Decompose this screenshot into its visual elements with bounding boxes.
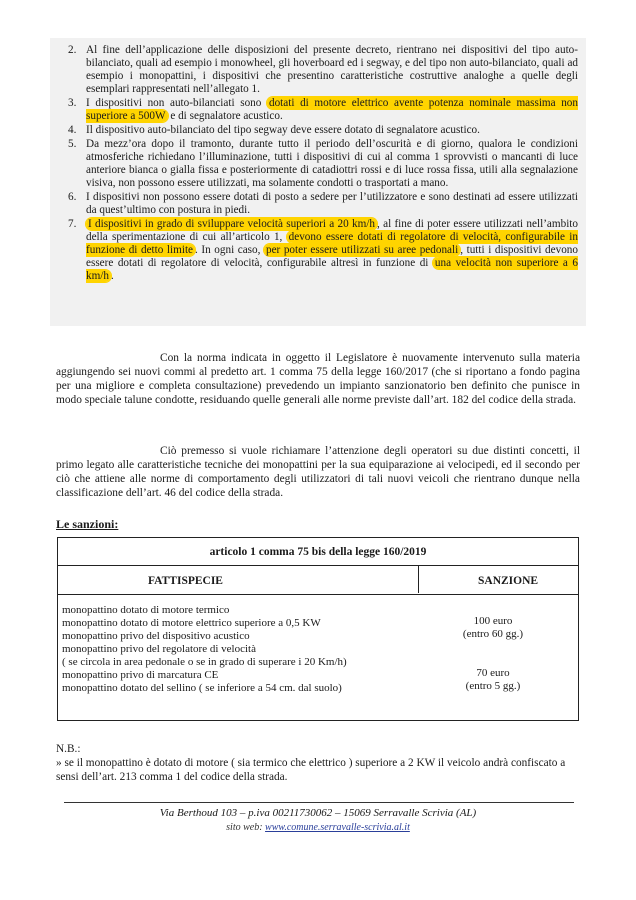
table-row: monopattino privo del regolatore di velocità bbox=[62, 643, 256, 655]
table-caption: articolo 1 comma 75 bis della legge 160/2019 bbox=[209, 546, 427, 558]
divider bbox=[58, 594, 578, 595]
highlight: devono essere dotati di regolatore di velocità, configurabile in funzione di detto limite bbox=[86, 231, 579, 256]
section-heading: Le sanzioni: bbox=[56, 517, 119, 531]
divider bbox=[418, 565, 419, 593]
fattispecie-list bbox=[62, 604, 347, 695]
footer-divider bbox=[64, 802, 574, 803]
note-title: N.B.: bbox=[56, 743, 81, 755]
paragraph-intro: Con la norma indicata in oggetto il Legislatore è nuovamente intervenuto sulla materia aggiungendo sei nuovi commi al predetto art. 1 comma 75 della legge 160/2017 (che si riportano a fondo pagina per una migliore e completa consultazione) prevedendo un impianto sanzionatorio ben definito che punisce in modo speciale talune condotte, residuando quelle generali alle norme previste dall’art. 182 del codice della strada. bbox=[56, 352, 580, 406]
note-block bbox=[56, 742, 580, 784]
paragraph-concepts: Ciò premesso si vuole richiamare l’attenzione degli operatori su due distinti concetti, il primo legato alle caratteristiche tecniche dei monopattini per la sua equiparazione ai velocipedi, ed il secondo per ciò che attiene alle norme di comportamento degli utilizzatori di tali nuovi veicoli che rientrano dunque nella classificazione dell’art. 46 del codice della strada. bbox=[56, 445, 580, 499]
sanction-deadline: (entro 60 gg.) bbox=[462, 628, 524, 640]
footer-website: sito web: www.comune.serravalle-scrivia.al.it bbox=[226, 822, 410, 833]
table-row: ( se circola in area pedonale o se in grado di superare i 20 Km/h) bbox=[62, 656, 347, 668]
divider bbox=[58, 565, 578, 566]
website-link[interactable]: www.comune.serravalle-scrivia.al.it bbox=[265, 822, 410, 833]
highlight: per poter essere utilizzati su aree pedonali bbox=[265, 244, 459, 256]
table-row: monopattino dotato di motore elettrico superiore a 0,5 KW bbox=[62, 617, 321, 629]
list-item: 4. Il dispositivo auto-bilanciato del tipo segway deve essere dotato di segnalatore acustico. bbox=[68, 124, 480, 136]
column-header-fattispecie: FATTISPECIE bbox=[148, 575, 223, 587]
column-header-sanzione: SANZIONE bbox=[478, 575, 539, 587]
highlight: I dispositivi in grado di sviluppare velocità superiori a 20 km/h bbox=[88, 218, 376, 230]
list-item: 5. Da mezz’ora dopo il tramonto, durante tutto il periodo dell’oscurità e di giorno, qualora le condizioni atmosferiche richiedano l’illuminazione, tutti i dispositivi di cui al comma 1 sprovvisti o mancanti di luce anteriore bianca o gialla fissa e posteriormente di catadiottri rossi e di luce rossa fissa, utili alla segnalazione visiva, non possono essere utilizzati, ma solamente condotti o trasportati a mano. bbox=[68, 138, 578, 189]
list-item: 6. I dispositivi non possono essere dotati di posto a sedere per l’utilizzatore e sono destinati ad essere utilizzati da quest’ultimo con postura in piedi. bbox=[68, 191, 578, 216]
footer-address: Via Berthoud 103 – p.iva 00211730062 – 15069 Serravalle Scrivia (AL) bbox=[159, 807, 477, 819]
list-item: 7. I dispositivi in grado di sviluppare velocità superiori a 20 km/h , al fine di poter essere utilizzati nell’ambito della sperimentazione di cui all’articolo 1, devono essere dotati di regolatore di velocità, configurabile in funzione di detto limite . In ogni caso, per poter essere utilizzati su aree pedonali , tutti i dispositivi devono essere dotati di regolatore di velocità, configurabile altresì in funzione di una velocità non superiore a 6 km/h . bbox=[68, 218, 579, 282]
list-item: 3. I dispositivi non auto-bilanciati sono dotati di motore elettrico avente potenza nominale massima non superiore a 500W e di segnalatore acustico. bbox=[68, 97, 578, 122]
sanction-deadline: (entro 5 gg.) bbox=[465, 680, 521, 692]
quoted-decree-excerpt bbox=[50, 38, 586, 326]
table-row: monopattino privo di marcatura CE bbox=[62, 669, 219, 681]
highlight: una velocità non superiore a 6 km/h bbox=[86, 257, 578, 282]
highlight: dotati di motore elettrico avente potenza nominale massima non superiore a 500W bbox=[86, 97, 578, 122]
sanctions-table bbox=[57, 537, 579, 721]
note-text: » se il monopattino è dotato di motore ( sia termico che elettrico ) superiore a 2 KW il veicolo andrà confiscato a sensi dell’art. 213 comma 1 del codice della strada. bbox=[56, 757, 566, 783]
table-row: monopattino privo del dispositivo acustico bbox=[62, 630, 250, 642]
decree-list bbox=[68, 44, 578, 284]
sanction-amount: 70 euro bbox=[476, 667, 510, 679]
table-row: monopattino dotato del sellino ( se inferiore a 54 cm. dal suolo) bbox=[62, 682, 342, 694]
sanction-amount: 100 euro bbox=[473, 615, 513, 627]
list-item: 2. Al fine dell’applicazione delle disposizioni del presente decreto, rientrano nei dispositivi del tipo auto-bilanciato, quali ad esempio i monowheel, gli hoverboard ed i segway, e del tipo non auto-bilanciato, quali ad esempio i monopattini, i dispositivi che presentino caratteristiche costruttive analoghe a quelle degli esemplari rappresentati nell’allegato 1. bbox=[68, 44, 578, 95]
sanction-list bbox=[438, 615, 548, 693]
table-row: monopattino dotato di motore termico bbox=[62, 604, 230, 616]
